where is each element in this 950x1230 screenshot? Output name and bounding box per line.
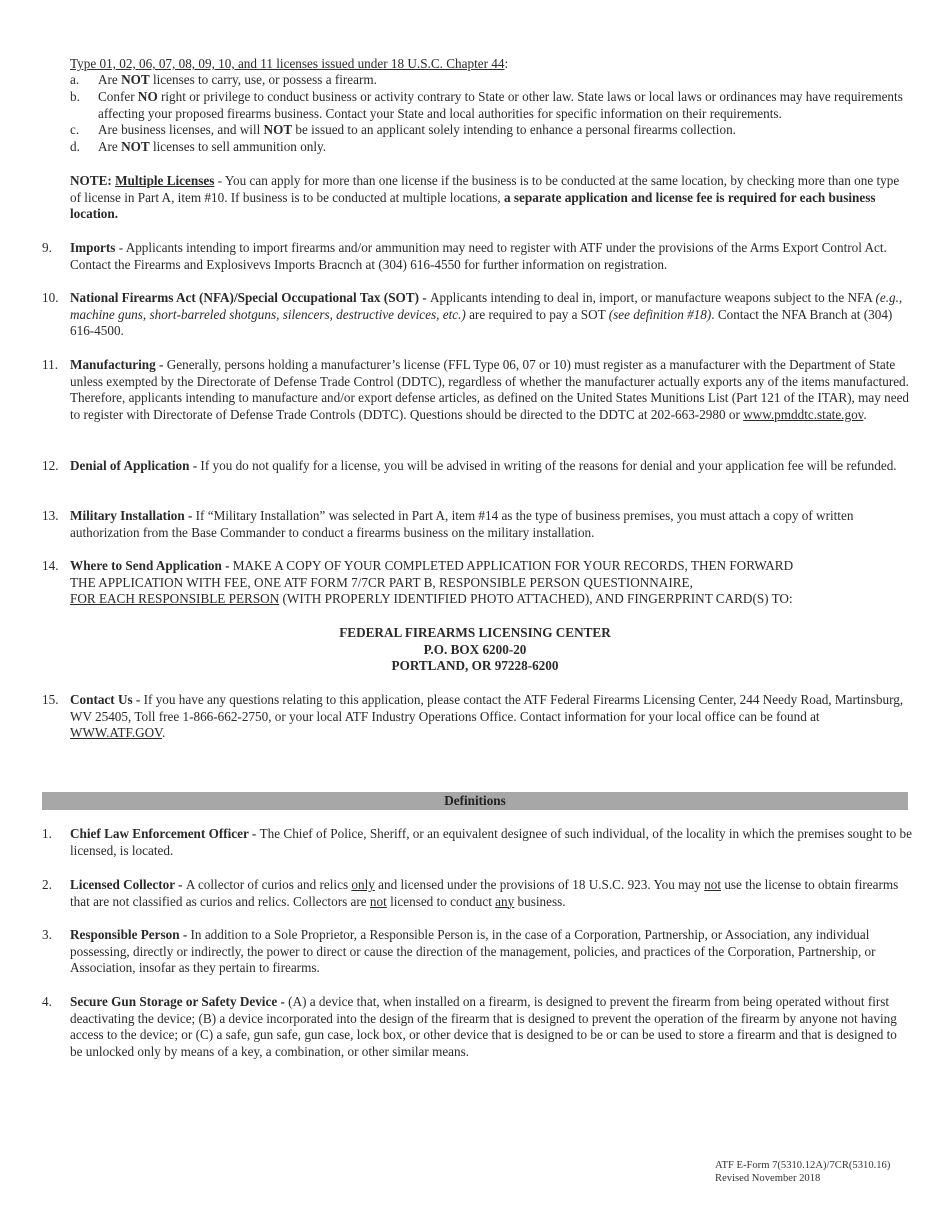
mailing-address — [42, 625, 908, 675]
item-number: 10. — [42, 290, 59, 305]
license-clause-c — [42, 122, 912, 139]
definition-term: Secure Gun Storage or Safety Device - — [70, 994, 289, 1009]
instruction-item-10 — [42, 290, 912, 340]
item-body: Contact Us - If you have any questions relating to this application, please contact the ATF Federal Firearms Licensing Center, 244 Needy Road, Martinsburg, WV 25405, Toll free 1-866-662-2750, or your local ATF Industry Operations Office. Contact information for your local office can be found at WWW.ATF.GOV. — [70, 692, 904, 741]
item-number: 15. — [42, 692, 59, 707]
form-number: ATF E-Form 7(5310.12A)/7CR(5310.16) — [715, 1160, 891, 1171]
note-underlined-title: Multiple Licenses — [115, 173, 215, 188]
instruction-item-12 — [42, 458, 912, 475]
definition-item-1 — [42, 826, 912, 859]
item-body: Imports - Applicants intending to import firearms and/or ammunition may need to register with ATF under the provisions of the Arms Export Control Act. Contact the Firearms and Explosivevs Imports Bracnch at (304) 616-4550 for further information on registration. — [70, 240, 887, 272]
address-line-1: FEDERAL FIREARMS LICENSING CENTER — [339, 625, 611, 640]
definition-number: 3. — [42, 927, 52, 942]
item-number: 14. — [42, 558, 59, 573]
definition-term: Chief Law Enforcement Officer - — [70, 826, 260, 841]
multiple-licenses-note — [70, 173, 910, 223]
revision-date: Revised November 2018 — [715, 1173, 821, 1184]
item-body: Where to Send Application - MAKE A COPY OF YOUR COMPLETED APPLICATION FOR YOUR RECORDS, THEN FORWARD THE APPLICATION WITH FEE, ONE ATF FORM 7/7CR PART B, RESPONSIBLE PERSON QUESTIONNAIRE, FOR EACH RESPONSIBLE PERSON (WITH PROPERLY IDENTIFIED PHOTO ATTACHED), AND FINGERPRINT CARD(S) TO: — [70, 558, 912, 608]
clause-text: Are NOT licenses to sell ammunition only. — [98, 139, 327, 154]
clause-letter: b. — [70, 89, 80, 104]
definitions-heading-bar — [42, 792, 908, 810]
definition-number: 4. — [42, 994, 52, 1009]
item-title: Imports — [70, 240, 116, 255]
item-title: Where to Send Application - — [70, 558, 233, 573]
definition-term: Responsible Person - — [70, 927, 191, 942]
item-body: Military Installation - If “Military Installation” was selected in Part A, item #14 as the type of business premises, you must attach a copy of written authorization from the Base Commander to conduct a firearms business on the military installation. — [70, 508, 854, 540]
item-title: Manufacturing - — [70, 357, 167, 372]
license-clause-d — [42, 139, 912, 156]
definitions-heading: Definitions — [444, 793, 506, 808]
item-number: 12. — [42, 458, 59, 473]
item-title: Denial of Application - — [70, 458, 201, 473]
definition-item-4 — [42, 994, 912, 1060]
clause-letter: c. — [70, 122, 80, 137]
item-body: Denial of Application - If you do not qualify for a license, you will be advised in writing of the reasons for denial and your application fee will be refunded. — [70, 458, 897, 473]
definition-item-2 — [42, 877, 912, 910]
definition-body: Responsible Person - In addition to a Sole Proprietor, a Responsible Person is, in the case of a Corporation, Partnership, or Association, any individual possessing, directly or indirectly, the power to direct or cause the direction of the management, policies, and practices of the Corporation, Partnership, or Association, insofar as they pertain to firearms. — [70, 927, 876, 976]
item-title: Military Installation - — [70, 508, 196, 523]
item-title: National Firearms Act (NFA)/Special Occupational Tax (SOT) - — [70, 290, 430, 305]
license-clause-b — [42, 89, 912, 122]
definition-item-3 — [42, 927, 912, 977]
item-body: National Firearms Act (NFA)/Special Occupational Tax (SOT) - Applicants intending to deal in, import, or manufacture weapons subject to the NFA (e.g., machine guns, short-barreled shotguns, silencers, destructive devices, etc.) are required to pay a SOT (see definition #18). Contact the NFA Branch at (304) 616-4500. — [70, 290, 903, 339]
item-title: Contact Us - — [70, 692, 144, 707]
definition-body: Licensed Collector - A collector of curios and relics only and licensed under the provisions of 18 U.S.C. 923. You may not use the license to obtain firearms that are not classified as curios and relics. Collectors are not licensed to conduct any business. — [70, 877, 899, 909]
note-label: NOTE: — [70, 173, 116, 188]
definition-number: 1. — [42, 826, 52, 841]
instruction-item-9 — [42, 240, 912, 273]
instruction-item-11 — [42, 357, 912, 423]
item-number: 13. — [42, 508, 59, 523]
item-number: 11. — [42, 357, 58, 372]
clause-text: Are business licenses, and will NOT be issued to an applicant solely intending to enhance a personal firearms collection. — [98, 122, 736, 137]
clause-text: Are NOT licenses to carry, use, or possess a firearm. — [98, 72, 377, 87]
instruction-item-14 — [42, 558, 912, 608]
note-text: - You can apply for more than one license if the business is to be conducted at the same location, by checking more than one type of license in Part A, item #10. If business is to be conducted at multiple locations, — [70, 173, 900, 205]
license-clause-a — [42, 72, 912, 89]
heading-colon: : — [504, 56, 509, 71]
address-line-2: P.O. BOX 6200-20 — [423, 641, 527, 657]
item-line-2: THE APPLICATION WITH FEE, ONE ATF FORM 7/7CR PART B, RESPONSIBLE PERSON QUESTIONNAIRE, — [70, 574, 693, 590]
definition-body: Secure Gun Storage or Safety Device - (A) a device that, when installed on a firearm, is designed to prevent the firearm from being operated without first deactivating the device; (B) a device incorporated into the design of the firearm that is designed to prevent the operation of the firearm by anyone not having access to the device; or (C) a safe, gun safe, gun case, lock box, or other device that is designed to be or can be used to store a firearm and that is designed to be unlocked only by means of a key, a combination, or other similar means. — [70, 994, 897, 1059]
clause-letter: d. — [70, 139, 80, 154]
definition-body: Chief Law Enforcement Officer - The Chief of Police, Sheriff, or an equivalent designee of such individual, of the locality in which the premises sought to be licensed, is located. — [70, 826, 912, 858]
address-line-3: PORTLAND, OR 97228-6200 — [391, 658, 559, 674]
item-body: Manufacturing - Generally, persons holding a manufacturer’s license (FFL Type 06, 07 or 10) must register as a manufacturer with the Department of State unless exempted by the Directorate of Defense Trade Control (DDTC), regardless of whether the manufacturer actually exports any of the items manufactured. Therefore, applicants intending to manufacture and/or export defense articles, as defined on the United States Munitions List (Part 121 of the ITAR), may need to register with Directorate of Defense Trade Controls (DDTC). Questions should be directed to the DDTC at 202-663-2980 or www.pmddtc.state.gov. — [70, 357, 910, 422]
ddtc-website-link[interactable]: www.pmddtc.state.gov — [743, 406, 864, 422]
license-types-heading — [70, 56, 910, 73]
item-underlined: FOR EACH RESPONSIBLE PERSON — [70, 591, 280, 607]
clause-letter: a. — [70, 72, 80, 87]
item-number: 9. — [42, 240, 52, 255]
instruction-item-13 — [42, 508, 912, 541]
license-types-heading-text: Type 01, 02, 06, 07, 08, 09, 10, and 11 licenses issued under 18 U.S.C. Chapter 44 — [70, 56, 505, 71]
definition-term: Licensed Collector - — [70, 877, 186, 892]
instruction-item-15 — [42, 692, 912, 742]
definition-number: 2. — [42, 877, 52, 892]
atf-website-link[interactable]: WWW.ATF.GOV — [70, 725, 162, 741]
form-footer — [715, 1159, 890, 1185]
note-bold-tail: a separate application and license fee is required for each business location. — [70, 189, 876, 222]
clause-text: Confer NO right or privilege to conduct business or activity contrary to State or other law. State laws or local laws or ordinances may have requirements affecting your proposed firearms business. Contact your State and local authorities for specific information on their requirements. — [98, 89, 903, 121]
